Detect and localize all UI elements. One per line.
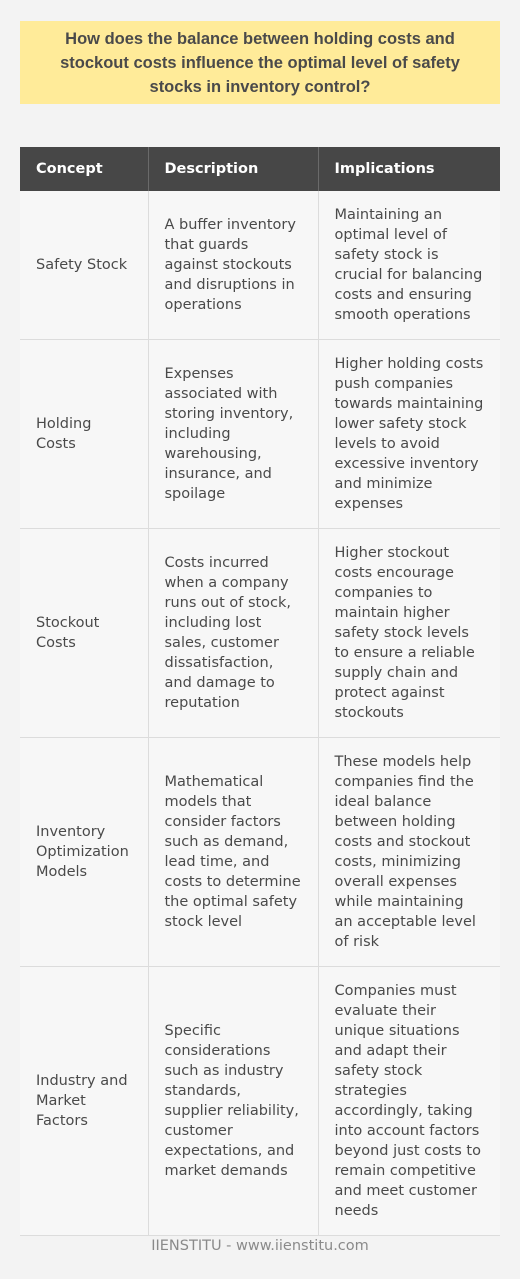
header-implications: Implications: [318, 147, 500, 191]
question-banner: [20, 21, 500, 104]
table-header-row: [20, 147, 500, 191]
cell-description: A buffer inventory that guards against stockouts and disruptions in operations: [148, 191, 318, 340]
table-row: [20, 738, 500, 967]
table-row: [20, 529, 500, 738]
cell-description: Costs incurred when a company runs out of stock, including lost sales, customer dissatisfaction, and damage to reputation: [148, 529, 318, 738]
cell-implications: Higher holding costs push companies towards maintaining lower safety stock levels to avoid excessive inventory and minimize expenses: [318, 340, 500, 529]
question-text: How does the balance between holding costs and stockout costs influence the optimal level of safety stocks in inventory control?: [60, 29, 460, 96]
cell-implications: These models help companies find the ideal balance between holding costs and stockout costs, minimizing overall expenses while maintaining an acceptable level of risk: [318, 738, 500, 967]
cell-concept: Inventory Optimization Models: [20, 738, 148, 967]
table-row: [20, 340, 500, 529]
footer-credit: IIENSTITU - www.iienstitu.com: [151, 1238, 369, 1254]
concepts-table: [20, 147, 500, 1236]
cell-description: Mathematical models that consider factors such as demand, lead time, and costs to determine the optimal safety stock level: [148, 738, 318, 967]
cell-concept: Industry and Market Factors: [20, 967, 148, 1236]
cell-description: Expenses associated with storing inventory, including warehousing, insurance, and spoilage: [148, 340, 318, 529]
cell-concept: Stockout Costs: [20, 529, 148, 738]
table-row: [20, 191, 500, 340]
table-row: [20, 967, 500, 1236]
cell-implications: Companies must evaluate their unique situations and adapt their safety stock strategies accordingly, taking into account factors beyond just costs to remain competitive and meet customer needs: [318, 967, 500, 1236]
cell-description: Specific considerations such as industry standards, supplier reliability, customer expectations, and market demands: [148, 967, 318, 1236]
header-description: Description: [148, 147, 318, 191]
cell-implications: Higher stockout costs encourage companies to maintain higher safety stock levels to ensure a reliable supply chain and protect against stockouts: [318, 529, 500, 738]
header-concept: Concept: [20, 147, 148, 191]
cell-concept: Safety Stock: [20, 191, 148, 340]
cell-concept: Holding Costs: [20, 340, 148, 529]
cell-implications: Maintaining an optimal level of safety stock is crucial for balancing costs and ensuring smooth operations: [318, 191, 500, 340]
